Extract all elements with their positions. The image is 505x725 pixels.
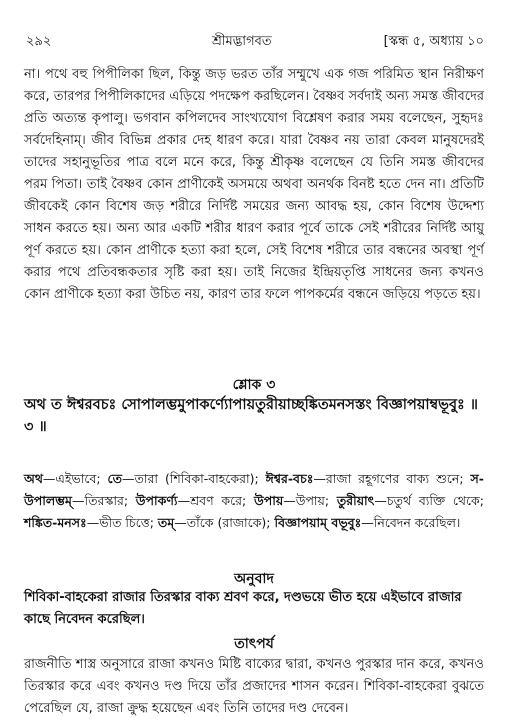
page-header [24, 32, 484, 54]
purport-continued-paragraph: না। পথে বহু পিপীলিকা ছিল, কিন্তু জড় ভরত তাঁর সম্মুখে এক গজ পরিমিত স্থান নিরীক্ষণ করে, তারপর পিপীলিকাদের এড়িয়ে পদক্ষেপ করছিলেন। বৈষ্ণব সর্বদাই অন্য সমস্ত জীবদের প্রতি অত্যন্ত কৃপালু। ভগবান কপিলদেব সাংখ্যযোগ বিশ্লেষণ করার সময় বলেছেন, সুহৃদঃ সর্বদেহিনাম্। জীব বিভিন্ন প্রকার দেহ ধারণ করে। যারা বৈষ্ণব নয় তারা কেবল মানুষদেরই তাদের সহানুভূতির পাত্র বলে মনে করে, কিন্তু শ্রীকৃষ্ণ বলেছেন যে তিনি সমস্ত জীবদের পরম পিতা। তাই বৈষ্ণব কোন প্রাণীকেই অসময়ে অথবা অনর্থক বিনষ্ট হতে দেন না। প্রতিটি জীবকেই কোন বিশেষ জড় শরীরে নির্দিষ্ট সময়ের জন্য আবদ্ধ হয়, কোন বিশেষ উদ্দেশ্য সাধন করতে হয়। অন্য আর একটি শরীর ধারণ করার পূর্বে তাকে সেই শরীরের নির্দিষ্ট আয়ু পূর্ণ করতে হয়। কোন প্রাণীকে হত্যা করা হলে, সেই বিশেষ শরীরে তার বন্ধনের অবস্থা পূর্ণ করার পথে প্রতিবন্ধকতার সৃষ্টি করা হয়। তাই নিজের ইন্দ্রিয়তৃপ্তি সাধনের জন্য কখনও কোন প্রাণীকে হত্যা করা উচিত নয়, কারণ তার ফলে পাপকর্মের বন্ধনে জড়িয়ে পড়তে হয়। [24, 67, 484, 302]
synonym-word: উপায় [253, 493, 284, 508]
purport-heading: তাৎপর্য [234, 636, 274, 652]
synonym-word: ঈশ্বর-বচঃ [265, 471, 314, 486]
synonym-meaning: তিরস্কার; [84, 493, 136, 508]
purport-paragraph: রাজনীতি শাস্ত্র অনুসারে রাজা কখনও মিষ্টি বাক্যের দ্বারা, কখনও পুরস্কার দান করে, কখনও তিরস্কার করে এবং কখনও দণ্ড দিয়ে তাঁর প্রজাদের শাসন করেন। শিবিকা-বাহকেরা বুঝতে পেরেছিল যে, রাজা ক্রুদ্ধ হয়েছেন এবং তিনি তাদের দণ্ড দেবেন। [24, 657, 484, 716]
synonym-word: তুরীয়াৎ [336, 493, 375, 508]
verse-heading: শ্লোক ৩ [232, 377, 276, 393]
synonym-meaning: রাজা রহূগণের বাক্য শুনে; [325, 471, 471, 486]
synonym-word: তে [107, 471, 122, 486]
synonym-meaning: উপায়; [295, 493, 337, 508]
chapter-reference: [স্কন্ধ ৫, অধ্যায় ১০ [383, 34, 484, 49]
synonym-meaning: চতুর্থ ব্যক্তি থেকে; [386, 493, 484, 508]
synonym-word: স-উপালম্ভম্ [24, 471, 484, 508]
synonym-meaning: ভীত চিত্তে; [99, 515, 158, 530]
synonym-meaning: নিবেদন করেছিল। [373, 515, 461, 530]
synonyms-paragraph: অথ—এইভাবে; তে—তারা (শিবিকা-বাহকেরা); ঈশ্বর-বচঃ—রাজা রহূগণের বাক্য শুনে; স-উপালম্ভম্—তিরস্কার; উপাকর্ণ্য—শ্রবণ করে; উপায়—উপায়; তুরীয়াৎ—চতুর্থ ব্যক্তি থেকে; শঙ্কিত-মনসঃ—ভীত চিত্তে; তম্—তাঁকে (রাজাকে); বিজ্ঞাপয়াম্ বভূবুঃ—নিবেদন করেছিল। [24, 471, 484, 530]
verse-text: অথ ত ঈশ্বরবচঃ সোপালম্ভমুপাকর্ণ্যোপায়তুরীয়াচ্ছঙ্কিতমনসস্তং বিজ্ঞাপয়াম্বভূবুঃ ॥ ৩ ॥ [24, 397, 478, 435]
synonym-word: উপাকর্ণ্য [135, 493, 178, 508]
synonym-word: তম্ [157, 515, 175, 530]
synonym-meaning: শ্রবণ করে; [190, 493, 254, 508]
translation-heading: অনুবাদ [234, 571, 274, 587]
translation-text: শিবিকা-বাহকেরা রাজার তিরস্কার বাক্য শ্রবণ করে, দণ্ডভয়ে ভীত হয়ে এইভাবে রাজার কাছে নিবেদন করেছিল। [24, 590, 462, 627]
synonym-meaning: তারা (শিবিকা-বাহকেরা); [134, 471, 266, 486]
synonym-meaning: এইভাবে; [55, 471, 108, 486]
synonym-word: অথ [24, 471, 43, 486]
synonym-meaning: তাঁকে (রাজাকে); [186, 515, 275, 530]
page-number: ২৯২ [26, 34, 52, 49]
synonym-word: শঙ্কিত-মনসঃ [24, 515, 87, 530]
book-title: শ্রীমদ্ভাগবত [212, 34, 272, 49]
synonym-word: বিজ্ঞাপয়াম্ বভূবুঃ [274, 515, 362, 530]
